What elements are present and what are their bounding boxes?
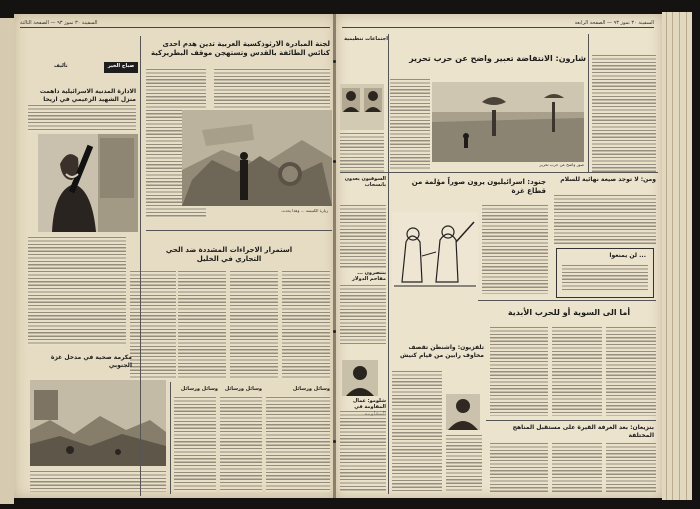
- letters-col-1: [266, 396, 330, 492]
- bottom-caption-text: [30, 470, 166, 492]
- right-page: [336, 14, 662, 498]
- column-logo: صباح الخير: [104, 62, 138, 73]
- box-text: [562, 264, 648, 292]
- photo-caption-intifada: صور واضح عن حرب تحرير: [539, 162, 584, 167]
- left-page-stack-edge: [0, 18, 14, 504]
- mid-col-text: [340, 284, 386, 344]
- headline-brown: السوقيون يعدون بانسحاب: [344, 176, 386, 189]
- left-text-col-mid: [28, 236, 126, 346]
- headline-box: ... لن يمنعوا: [609, 252, 646, 259]
- column-divider: [140, 36, 141, 496]
- headline-gaza-soldiers: جنود: اسرائيليون يرون صوراً مؤلمة من قطاع غزة: [411, 178, 546, 195]
- photo-caption-church: زيارة الكنيسة ... وهذا يحدث: [281, 208, 328, 213]
- lower-text-col-2: [552, 326, 602, 416]
- headline-letters-3: وسائل ورسائل: [180, 386, 218, 392]
- left-page-header: السفينة ٣٠ تموز ٩٣ — الصفحة الثالثة: [20, 20, 330, 28]
- hebron-text-col-2: [230, 270, 278, 380]
- bottom-text-2: [552, 442, 602, 492]
- section-rule: [486, 420, 656, 421]
- letters-col-2: [220, 396, 262, 492]
- section-rule: [146, 230, 332, 231]
- photo-intifada-street: [432, 82, 584, 162]
- washington-text-2: [446, 434, 482, 492]
- cartoon-soldiers: [392, 212, 478, 288]
- column-divider: [388, 34, 389, 494]
- bottom-text-1: [606, 442, 656, 492]
- column-divider: [170, 382, 171, 494]
- hebron-text-col-4: [130, 270, 176, 380]
- photo-portrait-left: [342, 360, 378, 396]
- left-page: [14, 14, 336, 498]
- headline-mid-col: ينتصرون ... مفاحم الدولار: [351, 270, 386, 283]
- photo-church-ruins: [182, 110, 332, 206]
- photo-portraits: [340, 84, 384, 130]
- lower-text-col-3: [490, 326, 548, 416]
- main-text-left-col: [390, 78, 430, 170]
- headline-right-col: شلومو: عمال المقاومة في: [352, 398, 386, 411]
- lower-text-col-1: [606, 326, 656, 416]
- headline-banner: أما الى السوية أو للحرب الأبدية: [507, 308, 631, 317]
- gaza-text-col: [482, 204, 548, 294]
- hebron-text-col-3: [178, 270, 226, 380]
- mid-left-text: [340, 204, 386, 268]
- right-col-text: [592, 54, 656, 172]
- right-page-header: السفينة ٣٠ تموز ٩٣ — الصفحة الرابعة: [342, 20, 654, 28]
- headline-gaza-health: مكرمة صحية في مدخل غزة الجنوبي: [50, 354, 132, 369]
- peace-text: [554, 194, 656, 244]
- headline-civil-admin: الادارة المدنية الاسرائيلية داهمت منزل الشهيد الزعيمي في اريحا: [39, 88, 136, 103]
- headline-sharon: شارون: الانتفاضة تعبير واضح عن حرب تحرير: [409, 54, 586, 63]
- photo-gaza-ruins: [30, 380, 166, 466]
- main-story-text-top: [214, 68, 330, 112]
- headline-bottom: بنزيغان: بعد الغرفة القيرة على مستقبل المناهج المختلفة: [512, 424, 654, 439]
- headline-orthodox-committee: لجنة المبادرة الارثوذكسية العربية تدين هدم احدى كنائس الطائفة بالقدس وتستهجن موقف البطريركية: [150, 40, 330, 57]
- headline-side-top: اجتماعات تنظيمية: [344, 36, 388, 42]
- washington-text: [392, 370, 442, 492]
- photo-child-soldier: [38, 134, 138, 232]
- hebron-text-col-1: [282, 270, 330, 380]
- headline-washington: تلفزيون: واشنطن تقصف مخاوف رابين من قيام كنيش: [400, 344, 484, 359]
- byline: تأليف: [54, 63, 68, 69]
- section-rule: [478, 300, 656, 301]
- side-top-text: [340, 132, 384, 172]
- headline-letters-1: وسائل ورسائل: [292, 386, 330, 392]
- photo-portrait-rabin: [446, 394, 480, 430]
- letters-col-3: [174, 396, 216, 492]
- right-page-stack-edge: [662, 12, 692, 500]
- column-divider: [588, 34, 589, 172]
- headline-hebron: استمرار الاجراءات المشددة ضد الحي التجاري في الخليل: [165, 246, 293, 263]
- headline-no-final-peace: ومن: لا توجد صيغة نهائية للسلام: [560, 176, 656, 183]
- headline-letters-2: وسائل ورسائل: [224, 386, 262, 392]
- lower-left-text: [340, 410, 386, 492]
- bottom-text-3: [490, 442, 548, 492]
- left-column-text-upper: [28, 104, 136, 132]
